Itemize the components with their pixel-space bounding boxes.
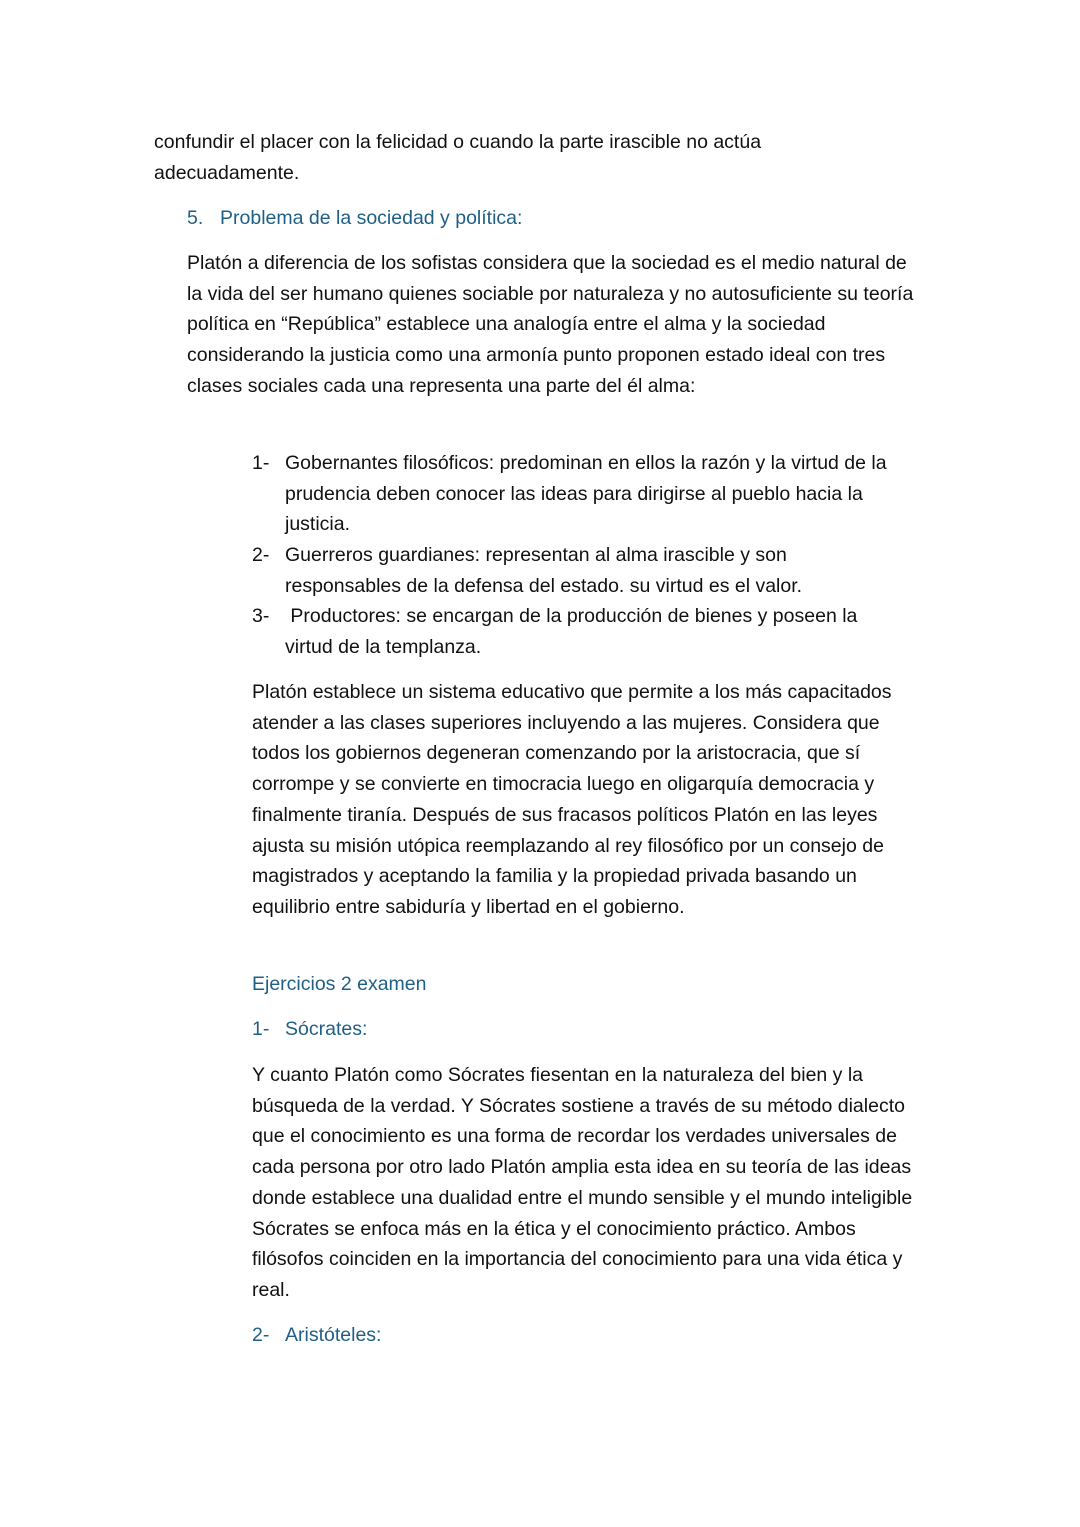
list-item-class-1 bbox=[252, 448, 932, 540]
list-number: 3- bbox=[252, 605, 270, 627]
section-5-title: Problema de la sociedad y política: bbox=[220, 207, 523, 229]
exercise-1-title: Sócrates: bbox=[285, 1018, 368, 1040]
education-paragraph: Platón establece un sistema educativo que permite a los más capacitados atender a las clases superiores incluyendo a las mujeres. Considera que todos los gobiernos degeneran comenzando por la aristocracia, que sí corrompe y se convierte en timocracia luego en oligarquía democracia y finalmente tiranía. Después de sus fracasos políticos Platón en las leyes ajusta su misión utópica reemplazando al rey filosófico por un consejo de magistrados y aceptando la familia y la propiedad privada basando un equilibrio entre sabiduría y libertad en el gobierno. bbox=[252, 681, 892, 918]
exercise-2-number: 2- bbox=[252, 1324, 270, 1346]
exercise-1-paragraph: Y cuanto Platón como Sócrates fiesentan en la naturaleza del bien y la búsqueda de la verdad. Y Sócrates sostiene a través de su método dialecto que el conocimiento es una forma de recordar los verdades universales de cada persona por otro lado Platón amplia esta idea en su teoría de las ideas donde establece una dualidad entre el mundo sensible y el mundo inteligible Sócrates se enfoca más en la ética y el conocimiento práctico. Ambos filósofos coinciden en la importancia del conocimiento para una vida ética y real. bbox=[252, 1064, 913, 1301]
section-5-paragraph: Platón a diferencia de los sofistas considera que la sociedad es el medio natural de la vida del ser humano quienes sociable por naturaleza y no autosuficiente su teoría política en “República” establece una analogía entre el alma y la sociedad considerando la justicia como una armonía punto proponen estado ideal con tres clases sociales cada una representa una parte del él alma: bbox=[187, 252, 914, 397]
exercise-1-heading bbox=[252, 1014, 652, 1045]
list-item-text: Gobernantes filosóficos: predominan en ellos la razón y la virtud de la prudencia deben conocer las ideas para dirigirse al pueblo hacia la justicia. bbox=[285, 452, 887, 536]
list-item-text: Productores: se encargan de la producción de bienes y poseen la virtud de la templanza. bbox=[285, 605, 863, 658]
exercise-1-number: 1- bbox=[252, 1018, 270, 1040]
section-5-number: 5. bbox=[187, 207, 204, 229]
section-5-heading bbox=[187, 203, 947, 234]
exercises-heading: Ejercicios 2 examen bbox=[252, 973, 427, 995]
exercise-2-heading bbox=[252, 1320, 652, 1351]
list-item-text: Guerreros guardianes: representan al alma irascible y son responsables de la defensa del estado. su virtud es el valor. bbox=[285, 544, 803, 597]
list-item-class-3 bbox=[252, 601, 932, 663]
list-item-class-2 bbox=[252, 540, 932, 602]
list-number: 1- bbox=[252, 452, 270, 474]
exercise-2-title: Aristóteles: bbox=[285, 1324, 382, 1346]
intro-continuation-paragraph: confundir el placer con la felicidad o cuando la parte irascible no actúa adecuadamente. bbox=[154, 131, 762, 184]
list-number: 2- bbox=[252, 544, 270, 566]
